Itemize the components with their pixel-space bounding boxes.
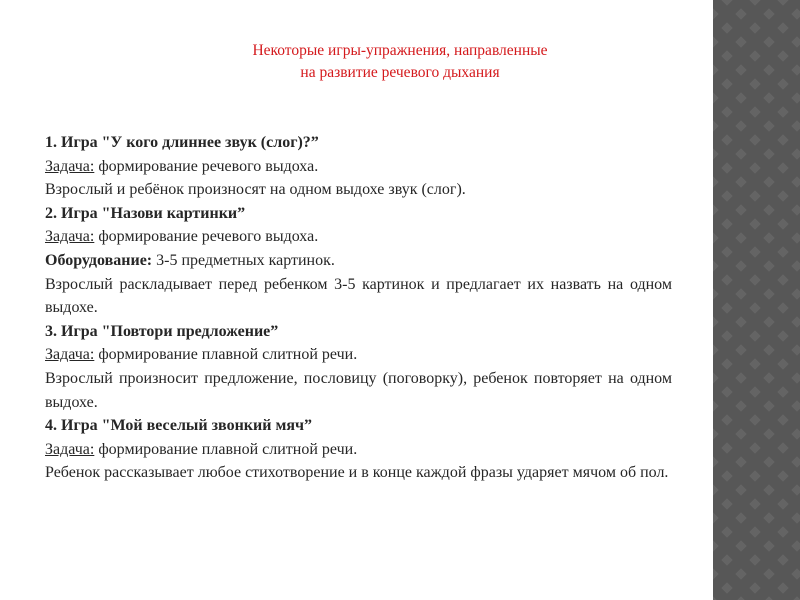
slide-content [45, 131, 672, 485]
game-task [45, 438, 672, 462]
task-text: формирование плавной слитной речи. [94, 346, 358, 364]
game-item-3 [45, 320, 672, 414]
game-description: Взрослый и ребёнок произносят на одном выдохе звук (слог). [45, 181, 466, 199]
task-label: Задача: [45, 157, 95, 175]
game-task [45, 155, 672, 179]
game-description: Взрослый раскладывает перед ребенком 3-5 картинок и предлагает их назвать на одном выдохе. [45, 275, 672, 317]
game-item-2 [45, 202, 672, 320]
slide-title [200, 40, 600, 84]
title-line-2: на развитие речевого дыхания [300, 64, 500, 81]
game-item-1 [45, 131, 672, 202]
game-heading: 3. Игра "Повтори предложение” [45, 322, 279, 340]
equipment-text: 3-5 предметных картинок. [152, 251, 335, 269]
task-text: формирование плавной слитной речи. [94, 440, 358, 458]
game-heading: 2. Игра "Назови картинки” [45, 204, 246, 222]
game-description: Ребенок рассказывает любое стихотворение и в конце каждой фразы ударяет мячом об пол. [45, 464, 669, 482]
equipment-label: Оборудование: [45, 251, 153, 269]
game-heading: 1. Игра "У кого длиннее звук (слог)?” [45, 134, 319, 151]
task-label: Задача: [45, 346, 95, 364]
task-text: формирование речевого выдоха. [94, 228, 319, 246]
game-description: Взрослый произносит предложение, пословицу (поговорку), ребенок повторяет на одном выдохе. [45, 369, 672, 411]
title-line-1: Некоторые игры-упражнения, направленные [252, 42, 548, 59]
task-label: Задача: [45, 440, 95, 458]
diamond-pattern [713, 0, 800, 600]
task-label: Задача: [45, 228, 95, 246]
game-task [45, 225, 672, 249]
game-item-4 [45, 414, 672, 485]
game-task [45, 343, 672, 367]
game-equipment [45, 249, 672, 273]
game-heading: 4. Игра "Мой веселый звонкий мяч” [45, 417, 313, 435]
task-text: формирование речевого выдоха. [94, 157, 319, 175]
decorative-side-panel [713, 0, 800, 600]
